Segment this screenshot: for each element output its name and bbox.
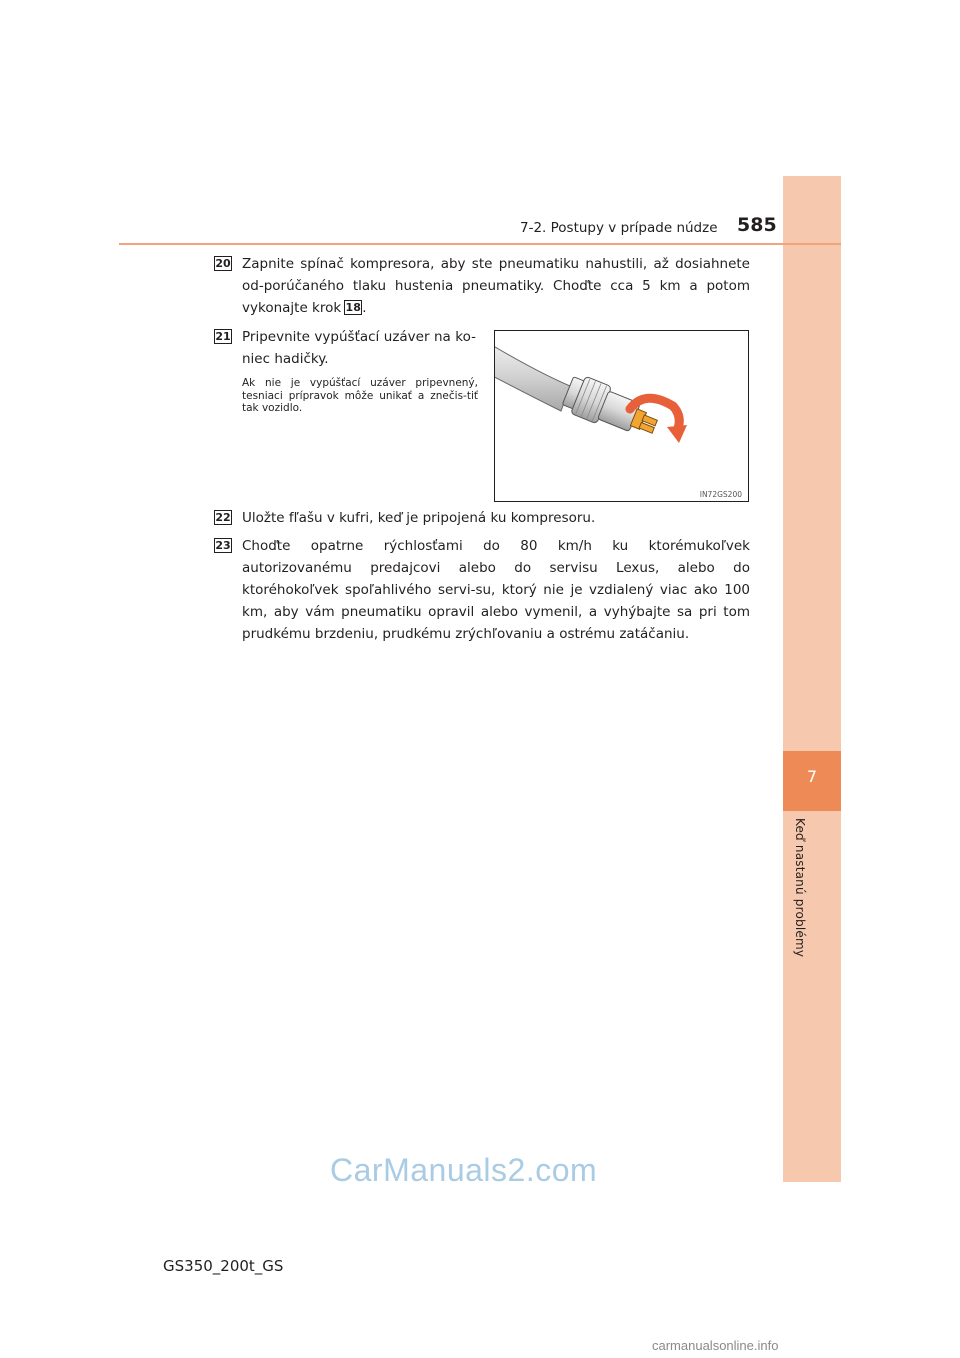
- step-text: Choďte opatrne rýchlosťami do 80 km/h ku ktorémukoľvek autorizovanému predajcovi alebo do servisu Lexus, alebo do ktoréhokoľvek spoľahlivého servi-su, ktorý nie je vzdialený viac ako 100 km, aby vám pneumatiku opravil alebo vymenil, a vyhýbajte sa pri tom prudkému brzdeniu, prudkému zrýchľovaniu a ostrému zatáčaniu.: [242, 538, 750, 642]
- figure-drain-cap: [494, 330, 749, 502]
- figure-code: IN72GS200: [699, 490, 742, 499]
- footer-site: carmanualsonline.info: [652, 1338, 779, 1353]
- step-text-body: Zapnite spínač kompresora, aby ste pneumatiku nahustili, až dosiahnete od-porúčaného tlaku hustenia pneumatiky. Choďte cca 5 km a potom vykonajte krok: [242, 256, 750, 316]
- step-number-badge: 23: [215, 539, 231, 552]
- step-text: Uložte fľašu v kufri, keď je pripojená ku kompresoru.: [242, 510, 596, 526]
- model-code: GS350_200t_GS: [163, 1257, 284, 1275]
- step-text: [242, 253, 750, 319]
- chapter-sidebar: [783, 176, 841, 1182]
- header-rule: [119, 243, 841, 245]
- chapter-number: 7: [806, 767, 818, 786]
- step-number-badge: 21: [215, 330, 231, 343]
- step-number-badge: 20: [215, 257, 231, 270]
- hose-drain-cap-illustration: [495, 331, 748, 501]
- chapter-title: Keď nastanú problémy: [793, 818, 807, 958]
- page-number: 585: [737, 214, 777, 236]
- step-number-badge: 22: [215, 511, 231, 524]
- step-text: Pripevnite vypúšťací uzáver na ko-niec hadičky.: [242, 329, 476, 367]
- hose: [495, 341, 570, 411]
- step-reference-badge: 18: [345, 301, 361, 314]
- watermark-text: CarManuals2.com: [330, 1152, 598, 1188]
- drain-cap: [560, 372, 662, 444]
- step-text-end: .: [362, 300, 367, 316]
- section-title: 7-2. Postupy v prípade núdze: [520, 220, 718, 236]
- step-note: Ak nie je vypúšťací uzáver pripevnený, tesniaci prípravok môže unikať a znečis-tiť tak vozidlo.: [242, 377, 478, 414]
